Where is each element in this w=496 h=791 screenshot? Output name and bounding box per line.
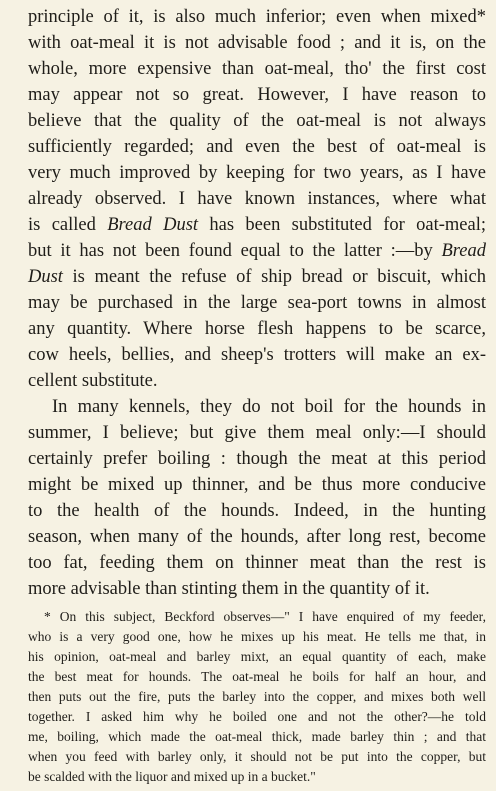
body-line: may appear not so great. However, I have reason to <box>28 85 486 105</box>
body-line: very much improved by keeping for two years, as I have <box>28 163 486 183</box>
body-line: believe that the quality of the oat-meal is not always <box>28 111 486 131</box>
footnote-line: together. I asked him why he boiled one and not the other?—he told <box>28 709 486 724</box>
footnote-line: the best meat for hounds. The oat-meal he boils for half an hour, and <box>28 669 486 684</box>
body-line: with oat-meal it is not advisable food ; and it is, on the <box>28 33 486 53</box>
body-line: may be purchased in the large sea-port towns in almost <box>28 293 486 313</box>
body-line: is called Bread Dust has been substituted for oat-meal; <box>28 215 486 235</box>
body-line: season, when many of the hounds, after long rest, become <box>28 527 486 547</box>
body-line: In many kennels, they do not boil for the hounds in <box>52 397 486 417</box>
body-line: Dust is meant the refuse of ship bread or biscuit, which <box>28 267 486 287</box>
footnote-line: * On this subject, Beckford observes—" I have enquired of my feeder, <box>44 609 486 624</box>
body-line: cellent substitute. <box>28 371 158 391</box>
body-line: sufficiently regarded; and even the best of oat-meal is <box>28 137 486 157</box>
footnote-line: his opinion, oat-meal and barley mixt, an equal quantity of each, make <box>28 649 486 664</box>
footnote-line: then puts out the fire, puts the barley into the copper, and mixes both well <box>28 689 486 704</box>
body-line: principle of it, is also much inferior; even when mixed* <box>28 7 486 27</box>
footnote-line: be scalded with the liquor and mixed up in a bucket." <box>28 769 316 784</box>
body-line: already observed. I have known instances, where what <box>28 189 486 209</box>
footnote-line: me, boiling, which made the oat-meal thick, made barley thin ; and that <box>28 729 486 744</box>
footnote-line: when you feed with barley only, it should not be put into the copper, but <box>28 749 486 764</box>
body-line: more advisable than stinting them in the quantity of it. <box>28 579 430 599</box>
body-line: cow heels, bellies, and sheep's trotters will make an ex- <box>28 345 486 365</box>
body-line: certainly prefer boiling : though the meat at this period <box>28 449 486 469</box>
body-line: too fat, feeding them on thinner meat than the rest is <box>28 553 486 573</box>
body-line: whole, more expensive than oat-meal, tho' the first cost <box>28 59 486 79</box>
body-line: summer, I believe; but give them meal only:—I should <box>28 423 486 443</box>
body-line: to the health of the hounds. Indeed, in the hunting <box>28 501 486 521</box>
footnote-line: who is a very good one, how he mixes up his meat. He tells me that, in <box>28 629 486 644</box>
body-line: any quantity. Where horse flesh happens to be scarce, <box>28 319 486 339</box>
body-line: but it has not been found equal to the latter :—by Bread <box>28 241 486 261</box>
body-line: might be mixed up thinner, and be thus more conducive <box>28 475 486 495</box>
